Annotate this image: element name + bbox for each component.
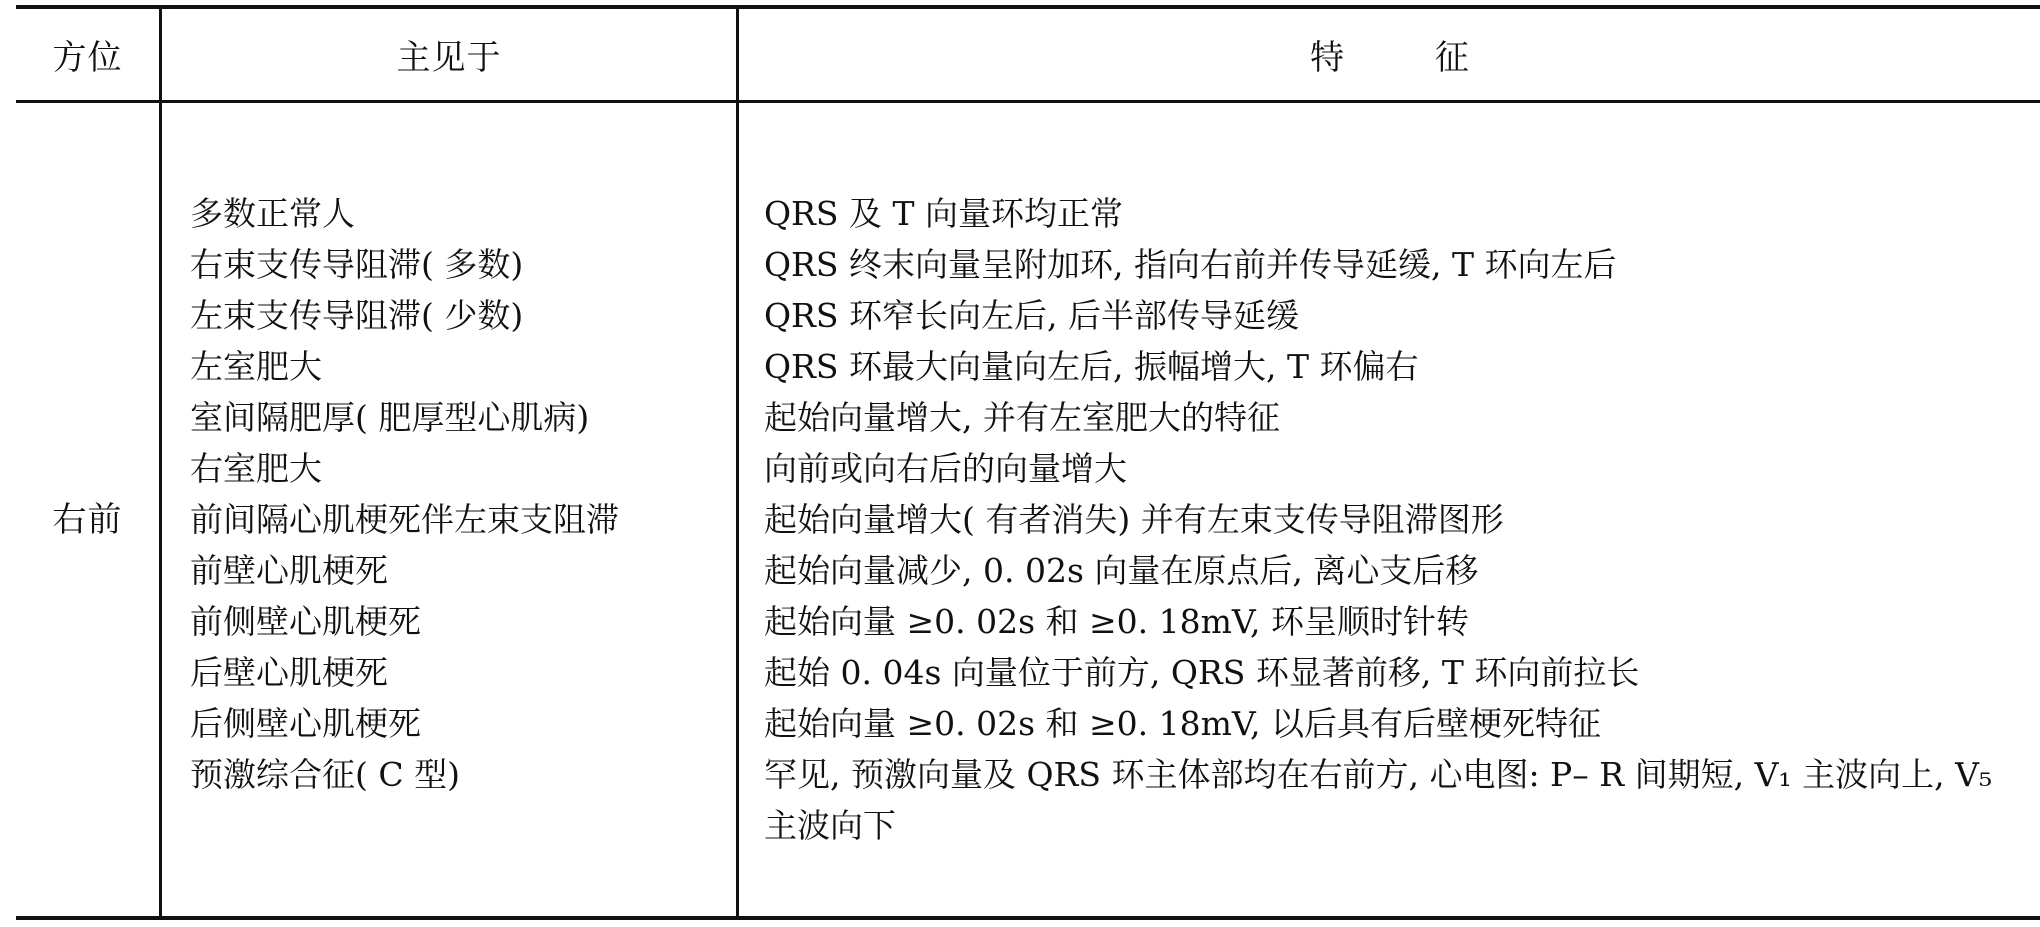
feature-item: QRS 终末向量呈附加环, 指向右前并传导延缓, T 环向左后 [764, 245, 1617, 284]
feature-item: 起始向量 ≥0. 02s 和 ≥0. 18mV, 环呈顺时针转 [764, 602, 1469, 641]
table-bottom-rule [16, 916, 2040, 920]
column-divider-1 [159, 5, 162, 920]
feature-item: 罕见, 预激向量及 QRS 环主体部均在右前方, 心电图: P– R 间期短, V₁ 主波向上, V₅ 主波向下 [764, 755, 1993, 845]
seen-in-item: 后侧壁心肌梗死 [190, 704, 421, 743]
seen-in-item: 前壁心肌梗死 [190, 551, 388, 590]
seen-in-item: 多数正常人 [190, 194, 355, 233]
header-position: 方位 [52, 38, 123, 78]
feature-item: QRS 环窄长向左后, 后半部传导延缓 [764, 296, 1299, 335]
feature-item: 起始 0. 04s 向量位于前方, QRS 环显著前移, T 环向前拉长 [764, 653, 1640, 692]
seen-in-item: 右束支传导阻滞( 多数) [190, 245, 524, 284]
feature-item: 起始向量 ≥0. 02s 和 ≥0. 18mV, 以后具有后壁梗死特征 [764, 704, 1601, 743]
seen-in-item: 室间隔肥厚( 肥厚型心肌病) [190, 398, 590, 437]
position-value: 右前 [52, 499, 123, 540]
features-list [764, 188, 2020, 851]
feature-item: QRS 及 T 向量环均正常 [764, 194, 1123, 233]
feature-item: 起始向量减少, 0. 02s 向量在原点后, 离心支后移 [764, 551, 1479, 590]
column-divider-2 [736, 5, 739, 920]
feature-item: 起始向量增大( 有者消失) 并有左束支传导阻滞图形 [764, 500, 1504, 539]
seen-in-item: 前侧壁心肌梗死 [190, 602, 421, 641]
seen-in-item: 左束支传导阻滞( 少数) [190, 296, 524, 335]
seen-in-item: 右室肥大 [190, 449, 322, 488]
seen-in-item: 左室肥大 [190, 347, 322, 386]
seen-in-item: 后壁心肌梗死 [190, 653, 388, 692]
table-header-rule [16, 100, 2040, 103]
seen-in-item: 预激综合征( C 型) [190, 755, 460, 794]
header-features: 特 征 [1310, 38, 1509, 78]
feature-item: 起始向量增大, 并有左室肥大的特征 [764, 398, 1280, 437]
feature-item: QRS 环最大向量向左后, 振幅增大, T 环偏右 [764, 347, 1419, 386]
header-seen-in: 主见于 [396, 38, 502, 78]
feature-item: 向前或向右后的向量增大 [764, 449, 1127, 488]
seen-in-list [190, 188, 619, 800]
seen-in-item: 前间隔心肌梗死伴左束支阻滞 [190, 500, 619, 539]
